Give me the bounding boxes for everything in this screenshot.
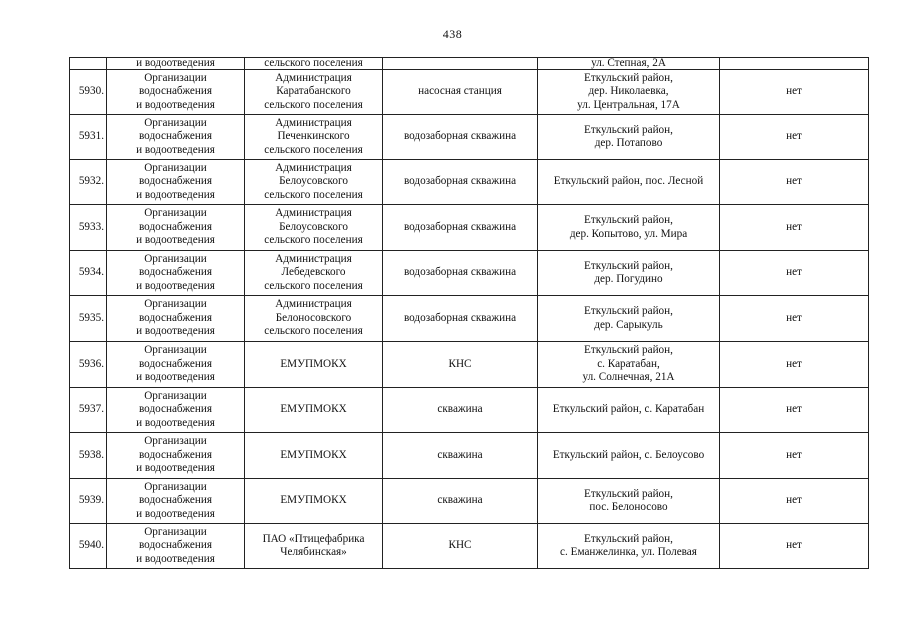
cell-address-line: дер. Копытово, ул. Мира (569, 227, 688, 240)
cell-owner-line: ЕМУПМОКХ (280, 357, 347, 370)
cell-num: 5931. (70, 115, 107, 160)
cell-address-line: Еткульский район, пос. Лесной (553, 175, 704, 188)
cell-org-type-line: Организации (144, 480, 207, 493)
cell-object: водозаборная скважина (383, 205, 538, 251)
cell-num: 5939. (70, 479, 107, 524)
cell-org-type-line: водоснабжения (138, 220, 213, 233)
cell-address-line: Еткульский район, (584, 123, 673, 136)
cell-address-line: Еткульский район, (584, 214, 673, 227)
cell-org-type-line: и водоотведения (136, 552, 215, 565)
cell-object: насосная станция (383, 70, 538, 115)
cell-owner-line: Белоусовского (279, 175, 348, 188)
cell-object: водозаборная скважина (383, 251, 538, 296)
cell-org-type-line: Организации (144, 389, 207, 402)
cell-num: 5936. (70, 342, 107, 388)
cell-org-type (107, 205, 245, 251)
cell-num: 5934. (70, 251, 107, 296)
cell-org-type-line: водоснабжения (138, 539, 213, 552)
cell-org-type-line: Организации (144, 71, 207, 84)
cell-address-line: Еткульский район, (584, 532, 673, 545)
cell-org-type (107, 251, 245, 296)
cell-object: скважина (383, 433, 538, 479)
cell-org-type-line: водоснабжения (138, 130, 213, 143)
cell-note: нет (720, 251, 869, 296)
cell-address (538, 342, 720, 388)
cell-org-type-line: водоснабжения (138, 266, 213, 279)
cell-address-line: дер. Потапово (594, 137, 663, 149)
cell-address-line: дер. Николаевка, (588, 85, 669, 98)
cell-org-type-line: водоснабжения (138, 175, 213, 188)
page-number: 438 (442, 27, 463, 41)
cell-org-type-line: водоснабжения (138, 448, 213, 461)
cell-owner (245, 433, 383, 479)
cell-org-type: и водоотведения (107, 58, 245, 70)
table-row (70, 479, 869, 524)
cell-address-line: Еткульский район, (584, 305, 673, 318)
cell-num: 5937. (70, 388, 107, 433)
cell-owner-line: Челябинская» (280, 546, 347, 558)
cell-note: нет (720, 433, 869, 479)
cell-org-type-line: и водоотведения (136, 143, 215, 156)
cell-note: нет (720, 160, 869, 205)
cell-org-type-line: и водоотведения (136, 416, 215, 429)
cell-owner (245, 479, 383, 524)
cell-address (538, 115, 720, 160)
cell-address-line: Еткульский район, с. Каратабан (552, 403, 705, 416)
cell-org-type-line: Организации (144, 344, 207, 357)
cell-org-type (107, 479, 245, 524)
registry-table (69, 57, 869, 569)
cell-owner-line: ЕМУПМОКХ (280, 403, 347, 416)
cell-num (70, 58, 107, 70)
cell-owner-line: Администрация (275, 161, 352, 174)
cell-address-line: пос. Белоносово (589, 501, 668, 513)
cell-org-type (107, 524, 245, 569)
table-row (70, 296, 869, 342)
cell-num: 5930. (70, 70, 107, 115)
cell-num: 5932. (70, 160, 107, 205)
cell-owner (245, 342, 383, 388)
cell-address-line: Еткульский район, (584, 71, 673, 84)
cell-address-line: Еткульский район, (584, 344, 673, 357)
cell-owner-line: сельского поселения (264, 279, 363, 292)
cell-address: ул. Степная, 2А (538, 58, 720, 70)
cell-org-type-line: и водоотведения (136, 98, 215, 111)
cell-owner-line: сельского поселения (264, 98, 363, 111)
cell-address-line: дер. Сарыкуль (594, 318, 663, 331)
cell-object (383, 58, 538, 70)
cell-object: скважина (383, 479, 538, 524)
cell-org-type-line: водоснабжения (138, 494, 213, 507)
cell-org-type (107, 115, 245, 160)
cell-note (720, 58, 869, 70)
cell-object: водозаборная скважина (383, 115, 538, 160)
cell-object: водозаборная скважина (383, 160, 538, 205)
table-row (70, 342, 869, 388)
table-row (70, 433, 869, 479)
cell-org-type-line: Организации (144, 525, 207, 538)
cell-address-line: Еткульский район, с. Белоусово (552, 448, 705, 461)
cell-num: 5935. (70, 296, 107, 342)
cell-owner-line: сельского поселения (264, 188, 363, 201)
cell-org-type (107, 388, 245, 433)
cell-owner-line: Администрация (275, 116, 352, 129)
cell-org-type-line: и водоотведения (136, 279, 215, 292)
cell-address-line: Еткульский район, (584, 259, 673, 272)
cell-address (538, 388, 720, 433)
cell-owner-line: сельского поселения (264, 143, 363, 156)
cell-num: 5940. (70, 524, 107, 569)
table-row (70, 160, 869, 205)
cell-num: 5933. (70, 205, 107, 251)
table-row (70, 524, 869, 569)
cell-org-type-line: Организации (144, 116, 207, 129)
cell-note: нет (720, 205, 869, 251)
cell-address (538, 205, 720, 251)
cell-object: КНС (383, 524, 538, 569)
cell-org-type-line: Организации (144, 207, 207, 220)
cell-org-type-line: водоснабжения (138, 85, 213, 98)
registry-table-body (70, 58, 869, 569)
cell-address (538, 524, 720, 569)
cell-org-type-line: Организации (144, 252, 207, 265)
cell-note: нет (720, 342, 869, 388)
table-row (70, 115, 869, 160)
cell-address-line: Еткульский район, (584, 487, 673, 500)
cell-owner-line: Белоносовского (275, 311, 352, 324)
cell-owner-line: сельского поселения (264, 234, 363, 247)
cell-owner (245, 205, 383, 251)
cell-org-type-line: Организации (144, 161, 207, 174)
cell-owner (245, 388, 383, 433)
cell-object: скважина (383, 388, 538, 433)
cell-address (538, 70, 720, 115)
cell-org-type-line: водоснабжения (138, 403, 213, 416)
cell-note: нет (720, 296, 869, 342)
cell-note: нет (720, 115, 869, 160)
cell-org-type (107, 433, 245, 479)
cell-owner-line: Администрация (275, 298, 352, 311)
cell-owner-line: Администрация (275, 252, 352, 265)
cell-address (538, 251, 720, 296)
cell-owner (245, 70, 383, 115)
cell-org-type-line: Организации (144, 298, 207, 311)
cell-address (538, 479, 720, 524)
cell-object: КНС (383, 342, 538, 388)
cell-org-type (107, 70, 245, 115)
cell-owner (245, 251, 383, 296)
cell-address-line: с. Каратабан, (597, 357, 660, 370)
cell-note: нет (720, 479, 869, 524)
cell-owner (245, 296, 383, 342)
cell-note: нет (720, 524, 869, 569)
cell-owner-line: ЕМУПМОКХ (280, 448, 347, 461)
cell-owner-line: Лебедевского (281, 266, 346, 279)
cell-org-type-line: и водоотведения (136, 188, 215, 201)
table-row (70, 251, 869, 296)
cell-address-line: ул. Центральная, 17А (577, 98, 680, 111)
table-row (70, 205, 869, 251)
cell-owner-line: Администрация (275, 71, 352, 84)
cell-owner-line: ЕМУПМОКХ (280, 494, 347, 507)
cell-owner (245, 524, 383, 569)
cell-org-type-line: и водоотведения (136, 325, 215, 338)
cell-owner-line: Администрация (275, 207, 352, 220)
cell-org-type (107, 160, 245, 205)
cell-org-type-line: и водоотведения (136, 462, 215, 475)
cell-note: нет (720, 70, 869, 115)
cell-address-line: дер. Погудино (594, 273, 663, 285)
cell-address (538, 296, 720, 342)
cell-owner-line: Печенкинского (277, 130, 350, 143)
cell-address-line: ул. Солнечная, 21А (582, 371, 675, 384)
cell-org-type-line: водоснабжения (138, 357, 213, 370)
cell-owner-line: Каратабанского (276, 85, 351, 98)
cell-address (538, 160, 720, 205)
table-row-continuation (70, 58, 869, 70)
cell-owner-line: сельского поселения (264, 325, 363, 338)
cell-num: 5938. (70, 433, 107, 479)
cell-org-type (107, 296, 245, 342)
cell-owner: сельского поселения (245, 58, 383, 70)
cell-note: нет (720, 388, 869, 433)
cell-org-type-line: и водоотведения (136, 371, 215, 384)
cell-org-type-line: водоснабжения (138, 311, 213, 324)
cell-address-line: с. Еманжелинка, ул. Полевая (560, 546, 697, 558)
cell-org-type-line: и водоотведения (136, 234, 215, 247)
cell-owner-line: ПАО «Птицефабрика (262, 532, 365, 545)
cell-org-type (107, 342, 245, 388)
table-row (70, 70, 869, 115)
cell-address (538, 433, 720, 479)
cell-owner (245, 115, 383, 160)
table-row (70, 388, 869, 433)
cell-owner (245, 160, 383, 205)
cell-object: водозаборная скважина (383, 296, 538, 342)
cell-owner-line: Белоусовского (279, 220, 348, 233)
cell-org-type-line: Организации (144, 435, 207, 448)
cell-org-type-line: и водоотведения (136, 507, 215, 520)
